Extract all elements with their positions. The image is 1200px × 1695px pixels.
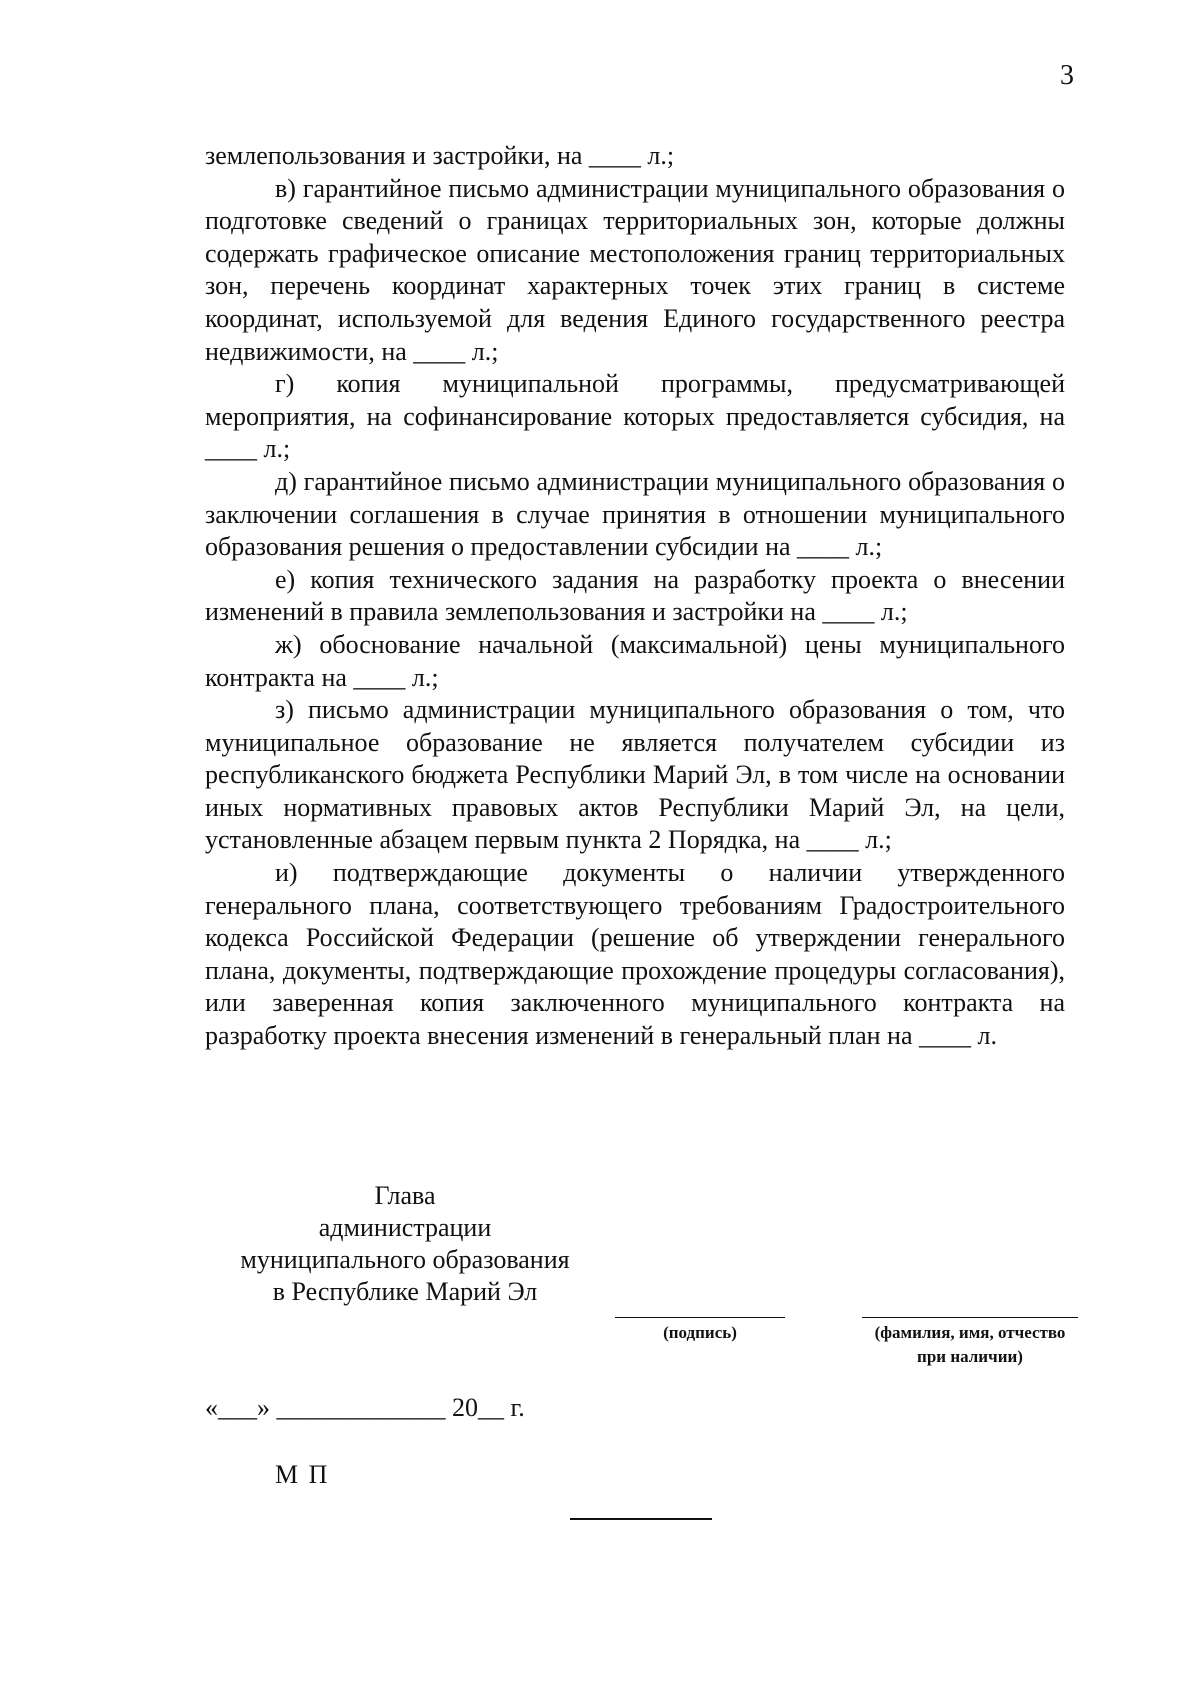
signatory-title-line: администрации [318, 1213, 492, 1242]
signature-caption: (подпись) [663, 1323, 737, 1342]
signatory-title [205, 1180, 605, 1308]
signature-line [615, 1317, 785, 1318]
stamp-place: М П [275, 1460, 330, 1489]
paragraph-item-e: е) копия технического задания на разработку проекта о внесении изменений в правила землепользования и застройки на ____ л.; [205, 564, 1065, 627]
document-body [205, 140, 1065, 1053]
date-line: «___» _____________ 20__ г. [205, 1393, 525, 1422]
paragraph-item-d: д) гарантийное письмо администрации муниципального образования о заключении соглашения в случае принятия в отношении муниципального образования решения о предоставлении субсидии на ____ л.; [205, 466, 1065, 562]
paragraph-item-i: и) подтверждающие документы о наличии утвержденного генерального плана, соответствующего требованиям Градостроительного кодекса Российской Федерации (решение об утверждении генерального плана, документы, подтверждающие прохождение процедуры согласования), или заверенная копия заключенного муниципального контракта на разработку проекта внесения изменений в генеральный план на ____ л. [205, 858, 1065, 1051]
signatory-title-line: муниципального образования [240, 1245, 570, 1274]
name-caption [850, 1321, 1090, 1369]
paragraph-item-zh: ж) обоснование начальной (максимальной) цены муниципального контракта на ____ л.; [205, 629, 1065, 692]
paragraph-item-z: з) письмо администрации муниципального образования о том, что муниципальное образование не является получателем субсидии из республиканского бюджета Республики Марий Эл, в том числе на основании иных нормативных правовых актов Республики Марий Эл, на цели, установленные абзацем первым пункта 2 Порядка, на ____ л.; [205, 695, 1065, 855]
page-number: 3 [1060, 60, 1074, 91]
name-line [862, 1317, 1078, 1318]
end-rule [570, 1518, 712, 1520]
signatory-title-line: Глава [374, 1181, 436, 1210]
paragraph-continuation: землепользования и застройки, на ____ л.; [205, 141, 675, 170]
paragraph-item-v: в) гарантийное письмо администрации муниципального образования о подготовке сведений о границах территориальных зон, которые должны содержать графическое описание местоположения границ территориальных зон, перечень координат характерных точек этих границ в системе координат, используемой для ведения Единого государственного реестра недвижимости, на ____ л.; [205, 173, 1065, 366]
name-caption-line: при наличии) [917, 1347, 1023, 1366]
paragraph-item-g: г) копия муниципальной программы, предусматривающей мероприятия, на софинансирование которых предоставляется субсидия, на ____ л.; [205, 369, 1065, 464]
name-caption-line: (фамилия, имя, отчество [874, 1323, 1066, 1342]
signatory-title-line: в Республике Марий Эл [272, 1277, 538, 1306]
